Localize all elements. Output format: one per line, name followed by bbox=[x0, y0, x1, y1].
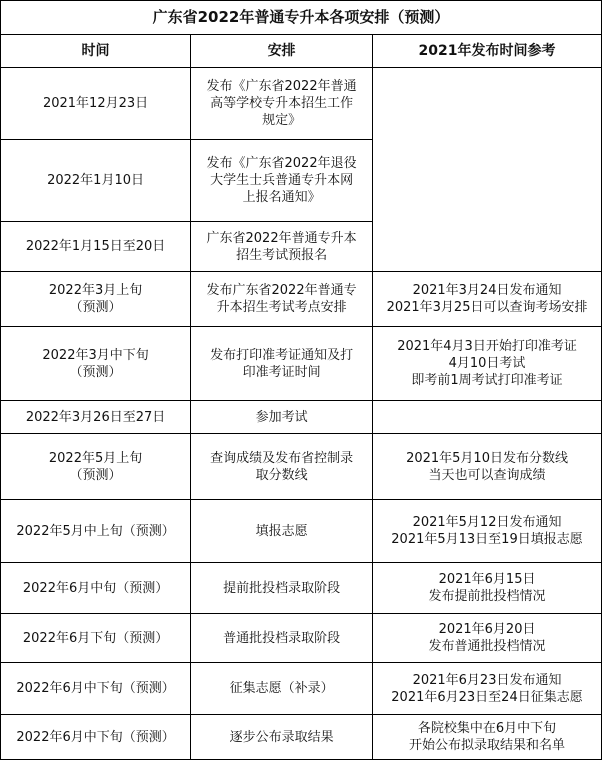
plan-cell bbox=[191, 140, 373, 222]
plan-line: 逐步公布录取结果 bbox=[229, 729, 334, 745]
plan-cell bbox=[191, 272, 373, 327]
time-cell bbox=[1, 715, 191, 760]
plan-line: 高等学校专升本招生工作 bbox=[210, 96, 354, 111]
plan-cell bbox=[191, 327, 373, 401]
plan-line: 升本招生考试考点安排 bbox=[216, 300, 347, 315]
plan-line: 提前批投档录取阶段 bbox=[223, 580, 341, 596]
header-plan: 安排 bbox=[191, 35, 373, 68]
reference-cell-empty bbox=[373, 68, 602, 272]
time-line: 2022年6月中下旬（预测） bbox=[16, 729, 175, 745]
plan-cell bbox=[191, 222, 373, 272]
reference-line: 4月10日考试 bbox=[448, 356, 526, 371]
plan-line: 发布《广东省2022年普通 bbox=[206, 79, 357, 94]
plan-cell bbox=[191, 401, 373, 434]
reference-cell bbox=[373, 614, 602, 663]
reference-line: 2021年5月12日发布通知 bbox=[412, 515, 562, 530]
plan-line: 取分数线 bbox=[255, 467, 308, 483]
time-line: 2022年5月上旬 bbox=[48, 450, 143, 466]
reference-line: 2021年5月13日至19日填报志愿 bbox=[391, 532, 583, 547]
reference-line: 发布普通批投档情况 bbox=[428, 639, 546, 654]
reference-cell bbox=[373, 272, 602, 327]
plan-cell bbox=[191, 715, 373, 760]
plan-line: 填报志愿 bbox=[255, 523, 308, 539]
plan-line: 规定》 bbox=[262, 113, 302, 128]
reference-cell bbox=[373, 434, 602, 500]
time-cell bbox=[1, 614, 191, 663]
reference-line: 2021年6月20日 bbox=[438, 622, 536, 637]
time-cell bbox=[1, 327, 191, 401]
reference-line: 2021年6月23日至24日征集志愿 bbox=[391, 689, 583, 705]
plan-line: 发布打印准考证通知及打 bbox=[210, 347, 354, 363]
time-line: 2022年3月上旬 bbox=[48, 283, 143, 298]
header-reference: 2021年发布时间参考 bbox=[373, 35, 602, 68]
plan-line: 发布《广东省2022年退役 bbox=[206, 156, 357, 171]
table-row bbox=[1, 272, 602, 327]
header-row bbox=[1, 35, 602, 68]
reference-cell bbox=[373, 500, 602, 563]
table-row bbox=[1, 327, 602, 401]
time-line: 2022年3月26日至27日 bbox=[25, 409, 166, 425]
table-row bbox=[1, 715, 602, 760]
reference-line: 发布提前批投档情况 bbox=[428, 589, 546, 604]
time-line: 2021年12月23日 bbox=[42, 96, 149, 111]
plan-line: 广东省2022年普通专升本 bbox=[206, 230, 357, 246]
time-line: （预测） bbox=[69, 467, 122, 483]
plan-cell bbox=[191, 68, 373, 140]
plan-line: 发布广东省2022年普通专 bbox=[206, 283, 357, 298]
plan-line: 招生考试预报名 bbox=[236, 247, 328, 263]
plan-line: 普通批投档录取阶段 bbox=[223, 630, 341, 646]
reference-line: 2021年5月10日发布分数线 bbox=[406, 450, 568, 466]
time-cell bbox=[1, 563, 191, 614]
reference-cell bbox=[373, 563, 602, 614]
time-line: 2022年5月中上旬（预测） bbox=[16, 523, 175, 539]
time-cell bbox=[1, 500, 191, 563]
plan-line: 参加考试 bbox=[255, 409, 308, 425]
table-row bbox=[1, 500, 602, 563]
plan-cell bbox=[191, 500, 373, 563]
reference-line: 当天也可以查询成绩 bbox=[428, 467, 546, 483]
reference-line: 各院校集中在6月中下旬 bbox=[417, 721, 557, 736]
time-cell bbox=[1, 663, 191, 715]
title-row bbox=[1, 1, 602, 35]
plan-line: 查询成绩及发布省控制录 bbox=[210, 450, 354, 466]
time-cell bbox=[1, 140, 191, 222]
time-line: 2022年6月中旬（预测） bbox=[22, 580, 169, 596]
time-cell bbox=[1, 434, 191, 500]
reference-cell-empty bbox=[373, 401, 602, 434]
reference-cell bbox=[373, 327, 602, 401]
time-line: 2022年3月中下旬 bbox=[42, 347, 149, 363]
plan-cell bbox=[191, 563, 373, 614]
reference-line: 2021年6月15日 bbox=[438, 572, 536, 587]
plan-cell bbox=[191, 614, 373, 663]
time-line: 2022年6月下旬（预测） bbox=[22, 630, 169, 646]
table-title: 广东省2022年普通专升本各项安排（预测） bbox=[1, 1, 602, 35]
plan-line: 大学生士兵普通专升本网 bbox=[210, 173, 354, 188]
table-row bbox=[1, 68, 602, 140]
table-row bbox=[1, 563, 602, 614]
reference-line: 即考前1周考试打印准考证 bbox=[411, 373, 563, 388]
reference-line: 2021年6月23日发布通知 bbox=[412, 672, 562, 688]
time-cell bbox=[1, 222, 191, 272]
plan-line: 征集志愿（补录） bbox=[229, 681, 334, 696]
time-line: 2022年1月15日至20日 bbox=[25, 239, 166, 254]
time-line: 2022年6月中下旬（预测） bbox=[16, 681, 175, 696]
time-line: （预测） bbox=[69, 300, 122, 315]
plan-line: 印准考证时间 bbox=[242, 364, 321, 380]
time-cell bbox=[1, 68, 191, 140]
table-row bbox=[1, 401, 602, 434]
plan-cell bbox=[191, 663, 373, 715]
table-row bbox=[1, 434, 602, 500]
reference-line: 开始公布拟录取结果和名单 bbox=[409, 738, 566, 753]
table-row bbox=[1, 663, 602, 715]
time-line: （预测） bbox=[69, 364, 122, 380]
reference-cell bbox=[373, 663, 602, 715]
plan-line: 上报名通知》 bbox=[242, 190, 321, 205]
reference-line: 2021年4月3日开始打印准考证 bbox=[397, 339, 577, 354]
plan-cell bbox=[191, 434, 373, 500]
time-cell bbox=[1, 401, 191, 434]
table-row bbox=[1, 614, 602, 663]
header-time: 时间 bbox=[1, 35, 191, 68]
time-cell bbox=[1, 272, 191, 327]
reference-line: 2021年3月25日可以查询考场安排 bbox=[386, 300, 588, 315]
reference-line: 2021年3月24日发布通知 bbox=[412, 283, 562, 298]
time-line: 2022年1月10日 bbox=[47, 173, 144, 188]
reference-cell bbox=[373, 715, 602, 760]
